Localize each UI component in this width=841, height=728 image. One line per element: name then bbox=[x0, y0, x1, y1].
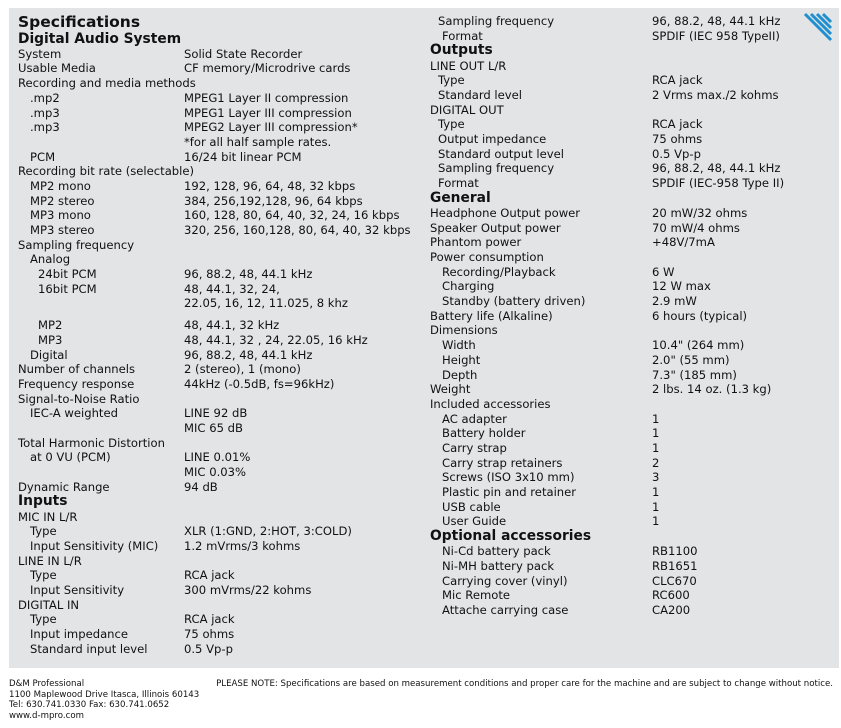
spec-row bbox=[430, 117, 830, 132]
spec-value: 1.2 mVrms/3 kohms bbox=[184, 538, 301, 553]
spec-value: 20 mW/32 ohms bbox=[652, 205, 748, 220]
spec-value: 44kHz (-0.5dB, fs=96kHz) bbox=[184, 376, 335, 391]
spec-row bbox=[430, 368, 830, 383]
spec-label: MIC IN L/R bbox=[18, 509, 78, 524]
spec-label: Signal-to-Noise Ratio bbox=[18, 391, 140, 406]
spec-value: 2.9 mW bbox=[652, 294, 697, 309]
spec-value: 192, 128, 96, 64, 48, 32 kbps bbox=[184, 178, 356, 193]
spec-row bbox=[18, 106, 423, 121]
spec-row bbox=[430, 441, 830, 456]
spec-label: Output impedance bbox=[438, 132, 547, 146]
spec-label: AC adapter bbox=[442, 411, 507, 426]
spec-label: LINE IN L/R bbox=[18, 553, 82, 568]
spec-label: Screws (ISO 3x10 mm) bbox=[442, 470, 575, 485]
spec-row bbox=[18, 150, 423, 165]
spec-row bbox=[18, 252, 423, 267]
website-link[interactable]: www.d-mpro.com bbox=[9, 710, 84, 721]
spec-label: Type bbox=[438, 73, 465, 88]
spec-value: 96, 88.2, 48, 44.1 kHz bbox=[184, 267, 313, 282]
spec-label: Dynamic Range bbox=[18, 479, 110, 494]
spec-row bbox=[430, 88, 830, 103]
spec-row bbox=[18, 539, 423, 554]
spec-label: MP3 stereo bbox=[30, 223, 95, 238]
spec-label: Attache carrying case bbox=[442, 603, 569, 617]
section-heading-label: General bbox=[430, 189, 491, 206]
spec-label: DIGITAL IN bbox=[18, 597, 80, 612]
spec-row bbox=[18, 318, 423, 333]
spec-value: CLC670 bbox=[652, 573, 697, 588]
spec-row bbox=[430, 500, 830, 515]
spec-value: 12 W max bbox=[652, 279, 711, 294]
spec-label: Dimensions bbox=[430, 323, 498, 338]
spec-label: PCM bbox=[30, 149, 56, 164]
spec-value: RCA jack bbox=[184, 568, 235, 583]
spec-label: Battery life (Alkaline) bbox=[430, 308, 553, 323]
spec-value: 1 bbox=[652, 514, 660, 529]
spec-row bbox=[430, 456, 830, 471]
spec-label: 24bit PCM bbox=[38, 267, 97, 282]
spec-row bbox=[18, 135, 423, 150]
spec-label: Type bbox=[438, 117, 465, 132]
spec-value: 1 bbox=[652, 426, 660, 441]
spec-label: Recording/Playback bbox=[442, 264, 556, 279]
spec-label: Sampling frequency bbox=[438, 161, 555, 176]
spec-row bbox=[430, 250, 830, 265]
spec-row bbox=[430, 470, 830, 485]
spec-value: 48, 44.1, 32 kHz bbox=[184, 318, 280, 333]
spec-row bbox=[430, 147, 830, 162]
spec-label: Charging bbox=[442, 279, 495, 294]
spec-row bbox=[430, 426, 830, 441]
spec-label: .mp3 bbox=[30, 120, 60, 135]
disclaimer-note: PLEASE NOTE: Specifications are based on measurement conditions and proper care for the machine and are subject to change without notice. bbox=[216, 679, 833, 689]
spec-row bbox=[430, 514, 830, 529]
spec-row bbox=[18, 91, 423, 106]
spec-value: 75 ohms bbox=[184, 627, 235, 642]
spec-label: Input Sensitivity bbox=[30, 583, 125, 598]
spec-row bbox=[430, 59, 830, 74]
spec-value: 1 bbox=[652, 485, 660, 499]
spec-label: Height bbox=[442, 352, 481, 367]
section-heading-label: Optional accessories bbox=[430, 528, 592, 545]
spec-label: Standby (battery driven) bbox=[442, 294, 586, 309]
spec-label: MP2 mono bbox=[30, 178, 91, 193]
spec-label: Carry strap retainers bbox=[442, 455, 563, 470]
spec-value: 75 ohms bbox=[652, 132, 703, 146]
section-heading bbox=[430, 43, 830, 58]
spec-row bbox=[18, 465, 423, 480]
spacer bbox=[18, 311, 423, 318]
company-name: D&M Professional bbox=[9, 679, 85, 689]
spec-label: MP2 stereo bbox=[30, 193, 95, 208]
spec-label: Digital bbox=[30, 347, 68, 362]
spec-row bbox=[18, 377, 423, 392]
spec-label: Format bbox=[438, 176, 479, 191]
spec-label: 16bit PCM bbox=[38, 281, 97, 296]
spec-row bbox=[430, 29, 830, 44]
spec-row bbox=[430, 132, 830, 147]
spec-row bbox=[430, 294, 830, 309]
spec-value: 2 (stereo), 1 (mono) bbox=[184, 362, 301, 377]
spec-row bbox=[18, 362, 423, 377]
spec-row bbox=[18, 282, 423, 297]
spec-value: 1 bbox=[652, 411, 660, 426]
spec-row bbox=[18, 392, 423, 407]
spec-value: CA200 bbox=[652, 603, 691, 617]
spec-label: Sampling frequency bbox=[438, 14, 555, 28]
spec-label: at 0 VU (PCM) bbox=[30, 450, 111, 465]
spec-value: SPDIF (IEC-958 Type II) bbox=[652, 176, 785, 191]
spec-label: USB cable bbox=[442, 499, 501, 514]
spec-row bbox=[430, 382, 830, 397]
spec-value: 6 hours (typical) bbox=[652, 308, 748, 323]
spec-label: MP3 mono bbox=[30, 208, 91, 223]
spec-label: Standard level bbox=[438, 87, 522, 102]
spec-row bbox=[430, 279, 830, 294]
spec-row bbox=[18, 450, 423, 465]
spec-row bbox=[430, 73, 830, 88]
spec-row bbox=[430, 265, 830, 280]
spec-value: 2.0" (55 mm) bbox=[652, 352, 730, 367]
spec-value: MPEG1 Layer III compression bbox=[184, 105, 352, 120]
section-heading bbox=[430, 529, 830, 544]
spec-row bbox=[18, 47, 423, 62]
phone-fax: Tel: 630.741.0330 Fax: 630.741.0652 bbox=[9, 700, 170, 710]
spec-row bbox=[18, 348, 423, 363]
spec-value: MIC 0.03% bbox=[184, 465, 247, 480]
spec-row bbox=[18, 510, 423, 525]
spec-label: Recording bit rate (selectable) bbox=[18, 164, 195, 179]
spec-label: Frequency response bbox=[18, 376, 135, 391]
spec-label: Sampling frequency bbox=[18, 237, 135, 252]
spec-value: MPEG2 Layer III compression* bbox=[184, 120, 358, 135]
spec-value: 48, 44.1, 32 , 24, 22.05, 16 kHz bbox=[184, 332, 368, 347]
spec-row bbox=[430, 397, 830, 412]
spec-value: 96, 88.2, 48, 44.1 kHz bbox=[652, 161, 781, 176]
spec-row bbox=[430, 559, 830, 574]
spec-panel bbox=[9, 8, 839, 668]
spec-label: Battery holder bbox=[442, 426, 526, 441]
spec-label: System bbox=[18, 46, 62, 61]
spec-value: MIC 65 dB bbox=[184, 420, 243, 435]
spec-row bbox=[18, 480, 423, 495]
spec-row bbox=[430, 206, 830, 221]
section-heading: Digital Audio System bbox=[18, 30, 182, 47]
spec-label: Weight bbox=[430, 382, 471, 397]
spec-row bbox=[18, 406, 423, 421]
spec-value: 1 bbox=[652, 499, 660, 514]
spec-label: Usable Media bbox=[18, 61, 96, 76]
spec-row bbox=[430, 14, 830, 29]
spec-value: +48V/7mA bbox=[652, 235, 715, 250]
spec-label: Input impedance bbox=[30, 627, 129, 642]
spec-label: Type bbox=[30, 568, 57, 583]
spec-row bbox=[18, 436, 423, 451]
spec-row bbox=[18, 76, 423, 91]
spec-row bbox=[18, 568, 423, 583]
spec-value: RB1100 bbox=[652, 544, 698, 559]
spec-row bbox=[430, 603, 830, 618]
section-heading bbox=[18, 494, 423, 509]
spec-label: MP2 bbox=[38, 318, 63, 333]
spec-row bbox=[430, 221, 830, 236]
spec-value: 2 Vrms max./2 kohms bbox=[652, 87, 779, 102]
spec-label: Headphone Output power bbox=[430, 205, 581, 220]
spec-value: 0.5 Vp-p bbox=[652, 146, 701, 161]
spec-value: 3 bbox=[652, 470, 660, 485]
spec-row bbox=[430, 309, 830, 324]
spec-row bbox=[430, 176, 830, 191]
spec-value: 70 mW/4 ohms bbox=[652, 220, 740, 235]
spec-row bbox=[18, 421, 423, 436]
right-column bbox=[430, 14, 830, 618]
left-column bbox=[18, 14, 423, 656]
spec-label: Phantom power bbox=[430, 235, 522, 250]
spec-value: 94 dB bbox=[184, 479, 218, 494]
spec-label: Speaker Output power bbox=[430, 220, 561, 235]
spec-label: .mp2 bbox=[30, 90, 60, 105]
spec-label: Ni-Cd battery pack bbox=[442, 544, 551, 559]
spec-row bbox=[18, 554, 423, 569]
spec-value: 320, 256, 160,128, 80, 64, 40, 32 kbps bbox=[184, 223, 411, 238]
spec-row bbox=[430, 338, 830, 353]
spec-row bbox=[430, 574, 830, 589]
spec-value: 2 lbs. 14 oz. (1.3 kg) bbox=[652, 382, 772, 397]
company-address bbox=[9, 679, 199, 721]
spec-label: Carrying cover (vinyl) bbox=[442, 573, 568, 588]
spec-label: Standard input level bbox=[30, 641, 148, 656]
spec-row bbox=[430, 412, 830, 427]
spec-value: 2 bbox=[652, 455, 660, 470]
spec-row bbox=[430, 353, 830, 368]
spec-row bbox=[430, 544, 830, 559]
spec-label: MP3 bbox=[38, 332, 63, 347]
spec-row bbox=[18, 267, 423, 282]
section-heading-label: Outputs bbox=[430, 42, 493, 59]
spec-row bbox=[18, 223, 423, 238]
spec-row bbox=[430, 485, 830, 500]
spec-value: MPEG1 Layer II compression bbox=[184, 90, 349, 105]
spec-label: Included accessories bbox=[430, 396, 551, 411]
spec-value: RCA jack bbox=[184, 612, 235, 627]
spec-row bbox=[18, 296, 423, 311]
street-address: 1100 Maplewood Drive Itasca, Illinois 60143 bbox=[9, 689, 200, 700]
page-title: Specifications bbox=[18, 13, 141, 31]
spec-value: 0.5 Vp-p bbox=[184, 641, 233, 656]
spec-label: Type bbox=[30, 612, 57, 627]
spec-row bbox=[18, 164, 423, 179]
spec-row bbox=[18, 194, 423, 209]
spec-row bbox=[18, 208, 423, 223]
spec-row bbox=[18, 524, 423, 539]
spec-label: IEC-A weighted bbox=[30, 406, 118, 421]
spec-value: 160, 128, 80, 64, 40, 32, 24, 16 kbps bbox=[184, 208, 400, 223]
spec-row bbox=[430, 323, 830, 338]
spec-row bbox=[18, 333, 423, 348]
spec-value: LINE 92 dB bbox=[184, 406, 248, 421]
spec-row bbox=[18, 583, 423, 598]
spec-label: Ni-MH battery pack bbox=[442, 558, 555, 573]
spec-label: Format bbox=[442, 28, 483, 43]
spec-label: Plastic pin and retainer bbox=[442, 485, 577, 499]
spec-value: 16/24 bit linear PCM bbox=[184, 149, 302, 164]
spec-value: CF memory/Microdrive cards bbox=[184, 61, 351, 76]
spec-row bbox=[18, 179, 423, 194]
spec-value: 96, 88.2, 48, 44.1 kHz bbox=[652, 14, 781, 28]
spec-label: DIGITAL OUT bbox=[430, 102, 504, 117]
spec-label: Analog bbox=[30, 252, 71, 267]
spec-row bbox=[430, 103, 830, 118]
spec-value: RC600 bbox=[652, 588, 690, 603]
spec-label: Carry strap bbox=[442, 440, 507, 455]
spec-row bbox=[18, 120, 423, 135]
spec-label: Standard output level bbox=[438, 146, 564, 161]
spec-value: 48, 44.1, 32, 24, bbox=[184, 281, 280, 296]
spec-label: Width bbox=[442, 338, 476, 353]
spec-value: RCA jack bbox=[652, 73, 703, 88]
spec-row bbox=[18, 598, 423, 613]
spec-row bbox=[430, 235, 830, 250]
spec-label: Number of channels bbox=[18, 362, 136, 377]
section-heading bbox=[430, 191, 830, 206]
spec-value: LINE 0.01% bbox=[184, 450, 251, 465]
spec-label: LINE OUT L/R bbox=[430, 58, 507, 73]
spec-row bbox=[18, 238, 423, 253]
spec-value: 384, 256,192,128, 96, 64 kbps bbox=[184, 193, 363, 208]
spec-value: 7.3" (185 mm) bbox=[652, 367, 737, 382]
spec-label: Depth bbox=[442, 367, 478, 382]
spec-row bbox=[18, 642, 423, 657]
spec-label: Recording and media methods bbox=[18, 76, 196, 91]
spec-label: Power consumption bbox=[430, 250, 544, 264]
spec-value: *for all half sample rates. bbox=[184, 134, 332, 149]
spec-row bbox=[430, 161, 830, 176]
spec-label: Input Sensitivity (MIC) bbox=[30, 538, 159, 553]
spec-row bbox=[18, 612, 423, 627]
spec-label: .mp3 bbox=[30, 105, 60, 120]
spec-label: Mic Remote bbox=[442, 588, 511, 603]
spec-row bbox=[430, 588, 830, 603]
spec-value: 96, 88.2, 48, 44.1 kHz bbox=[184, 347, 313, 362]
spec-value: Solid State Recorder bbox=[184, 46, 303, 61]
spec-value: SPDIF (IEC 958 TypeII) bbox=[652, 28, 780, 43]
spec-value: 10.4" (264 mm) bbox=[652, 338, 745, 353]
spec-row bbox=[18, 627, 423, 642]
section-heading-label: Inputs bbox=[18, 493, 68, 510]
spec-label: Type bbox=[30, 524, 57, 539]
spec-value: 22.05, 16, 12, 11.025, 8 khz bbox=[184, 296, 348, 311]
spec-value: XLR (1:GND, 2:HOT, 3:COLD) bbox=[184, 524, 352, 539]
spec-row bbox=[18, 61, 423, 76]
spec-value: RCA jack bbox=[652, 117, 703, 132]
spec-value: 300 mVrms/22 kohms bbox=[184, 583, 312, 598]
spec-label: Total Harmonic Distortion bbox=[18, 435, 165, 450]
spec-value: 6 W bbox=[652, 264, 675, 279]
spec-label: User Guide bbox=[442, 514, 507, 529]
spec-value: RB1651 bbox=[652, 558, 698, 573]
spec-value: 1 bbox=[652, 440, 660, 455]
